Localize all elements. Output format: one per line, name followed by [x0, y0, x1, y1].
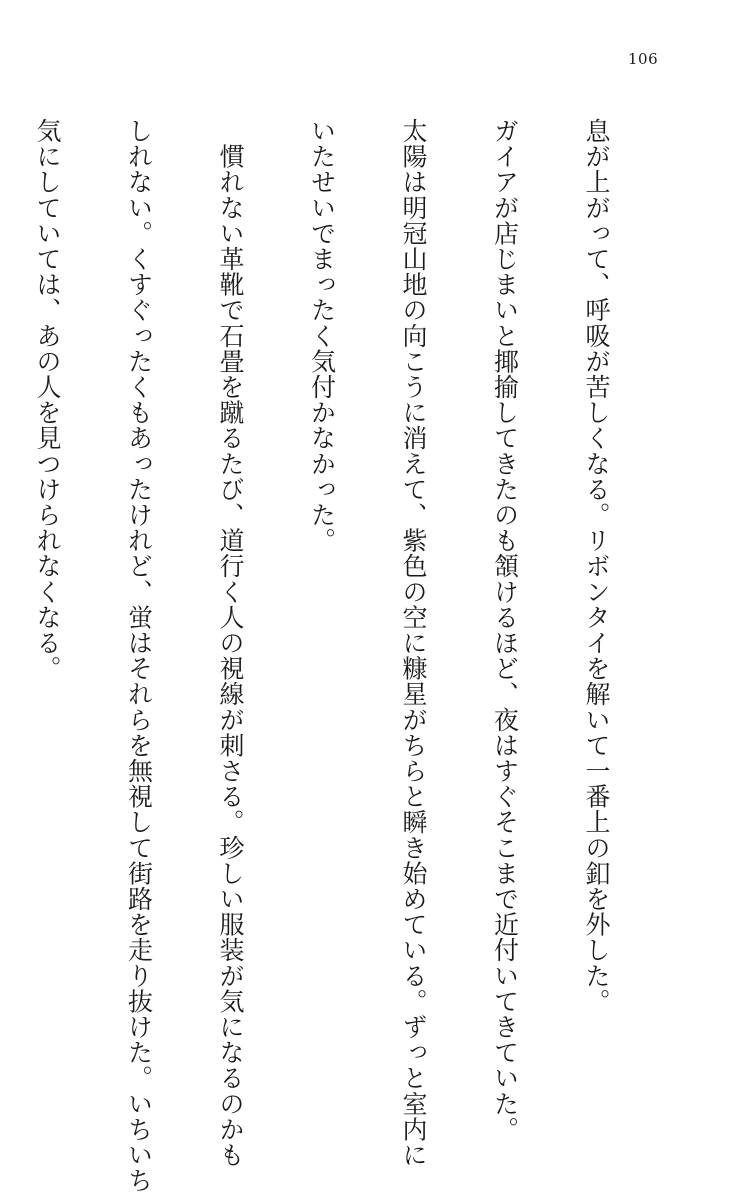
text-line: 気にしていては、あの人を見つけられなくなる。 [33, 118, 62, 682]
body-text [0, 118, 672, 1193]
text-line: ガイアが店じまいと揶揄してきたのも頷けるほど、夜はすぐそこまで近付いてきていた。 [490, 118, 520, 1142]
page-number: 106 [628, 50, 659, 68]
text-line: 慣れない革靴で石畳を蹴るたび、道行く人の視線が刺さる。珍しい服装が気になるのかも [216, 118, 245, 1168]
text-line: しれない。くすぐったくもあったけれど、蛍はそれらを無視して街路を走り抜けた。いちいち [124, 118, 154, 1193]
text-line: 息が上がって、呼吸が苦しくなる。リボンタイを解いて一番上の釦を外した。 [582, 118, 611, 1014]
text-line: いたせいでまったく気付かなかった。 [307, 118, 337, 554]
text-line: 太陽は明冠山地の向こうに消えて、紫色の空に糠星がちらと瞬き始めている。ずっと室内に [399, 118, 428, 1168]
